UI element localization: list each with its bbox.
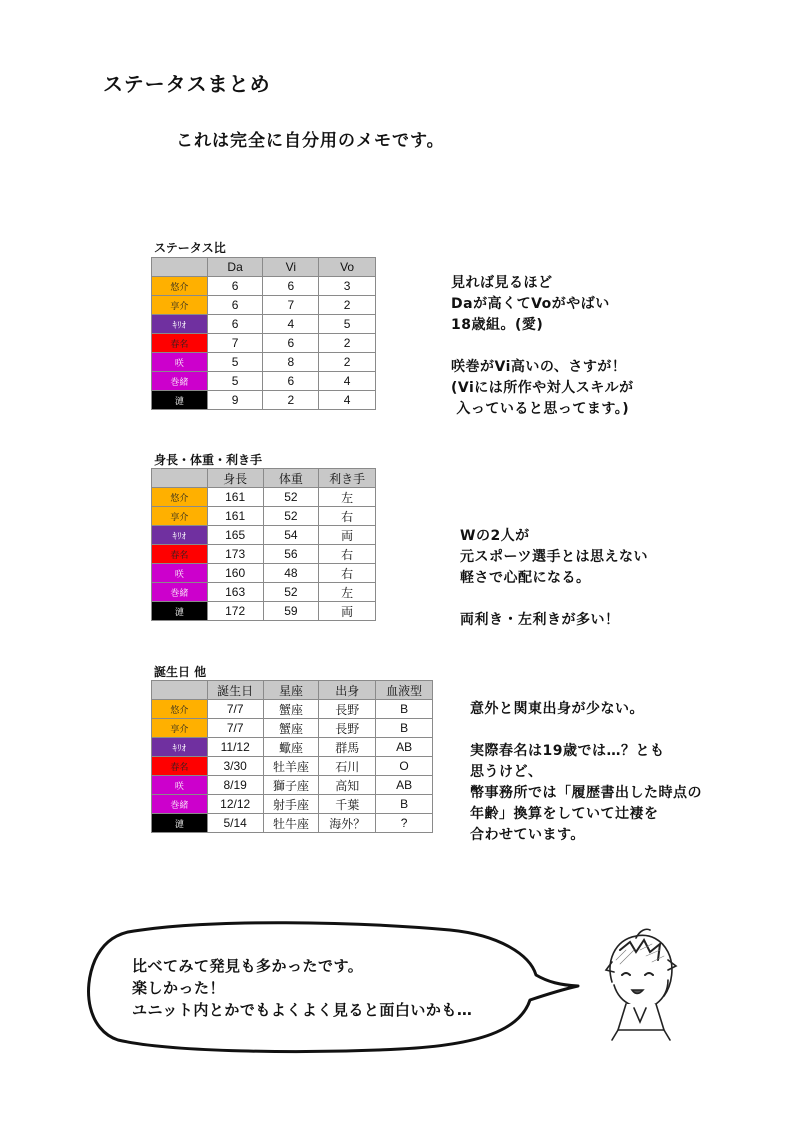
table-header-cell: 体重 <box>263 469 319 488</box>
bubble-text: 比べてみて発見も多かったです。 楽しかった！ ユニット内とかでもよくよく見ると面白いかも… <box>132 957 473 1019</box>
table-cell: O <box>376 757 433 776</box>
table-cell: 161 <box>207 507 263 526</box>
member-name-cell: 悠介 <box>152 700 208 719</box>
table-cell: 172 <box>207 602 263 621</box>
table-cell: 6 <box>207 315 263 334</box>
table-cell: 牡羊座 <box>263 757 319 776</box>
table-cell: 48 <box>263 564 319 583</box>
body-section-title: 身長・体重・利き手 <box>154 453 263 467</box>
member-name-cell: 漣 <box>152 814 208 833</box>
table-cell: AB <box>376 776 433 795</box>
member-name-cell: 春名 <box>152 757 208 776</box>
table-cell: 獅子座 <box>263 776 319 795</box>
table-cell: 左 <box>319 583 376 602</box>
table-cell: 左 <box>319 488 376 507</box>
member-name-cell: 悠介 <box>152 277 208 296</box>
member-name-cell: 咲 <box>152 353 208 372</box>
table-header-cell: 星座 <box>263 681 319 700</box>
table-cell: 5 <box>207 372 263 391</box>
table-cell: 54 <box>263 526 319 545</box>
table-cell: 6 <box>207 296 263 315</box>
birth-section-title: 誕生日 他 <box>154 665 207 679</box>
member-name-cell: 漣 <box>152 391 208 410</box>
table-cell: 6 <box>263 334 319 353</box>
table-cell: 海外？ <box>319 814 376 833</box>
table-cell: 右 <box>319 564 376 583</box>
table-cell: 蟹座 <box>263 719 319 738</box>
table-header-cell: 誕生日 <box>207 681 263 700</box>
table-cell: 165 <box>207 526 263 545</box>
table-cell: 両 <box>319 602 376 621</box>
member-name-cell: ｷﾘｵ <box>152 526 208 545</box>
table-cell: 蠍座 <box>263 738 319 757</box>
member-name-cell: 巻緒 <box>152 795 208 814</box>
table-cell: 52 <box>263 583 319 602</box>
table-cell: 4 <box>263 315 319 334</box>
table-cell: 2 <box>319 296 376 315</box>
table-cell: 173 <box>207 545 263 564</box>
birth-note: 意外と関東出身が少ない。 実際春名は19歳では…？とも 思うけど、 幣事務所では「履歴書出した時点の 年齢」換算をしていて辻褄を 合わせています。 <box>470 701 702 843</box>
table-cell: 52 <box>263 488 319 507</box>
member-name-cell: ｷﾘｵ <box>152 315 208 334</box>
table-cell: 7/7 <box>207 719 263 738</box>
table-cell: 5 <box>319 315 376 334</box>
table-header-cell: Vo <box>319 258 376 277</box>
table-cell: 蟹座 <box>263 700 319 719</box>
table-header-cell: 身長 <box>207 469 263 488</box>
table-cell: 11/12 <box>207 738 263 757</box>
member-name-cell: 享介 <box>152 507 208 526</box>
table-cell: B <box>376 795 433 814</box>
member-name-cell: 春名 <box>152 545 208 564</box>
table-cell: 3 <box>319 277 376 296</box>
table-cell: 5/14 <box>207 814 263 833</box>
member-name-cell: 享介 <box>152 719 208 738</box>
table-cell: 2 <box>319 334 376 353</box>
table-cell: 9 <box>207 391 263 410</box>
body-note: Wの2人が 元スポーツ選手とは思えない 軽さで心配になる。 両利き・左利きが多い！ <box>460 528 648 628</box>
member-name-cell: 巻緒 <box>152 372 208 391</box>
member-name-cell: ｷﾘｵ <box>152 738 208 757</box>
table-cell: 右 <box>319 545 376 564</box>
table-cell: 千葉 <box>319 795 376 814</box>
table-cell: AB <box>376 738 433 757</box>
table-cell: 8 <box>263 353 319 372</box>
table-cell: 2 <box>319 353 376 372</box>
table-cell: 6 <box>263 372 319 391</box>
intro-text: これは完全に自分用のメモです。 <box>176 131 445 151</box>
table-cell: B <box>376 700 433 719</box>
member-name-cell: 悠介 <box>152 488 208 507</box>
table-cell: 群馬 <box>319 738 376 757</box>
table-cell: 7 <box>263 296 319 315</box>
table-cell: 160 <box>207 564 263 583</box>
table-header-cell: Vi <box>263 258 319 277</box>
table-cell: 163 <box>207 583 263 602</box>
table-cell: 5 <box>207 353 263 372</box>
character-illustration <box>606 929 676 1040</box>
table-cell: 52 <box>263 507 319 526</box>
table-cell: 4 <box>319 391 376 410</box>
table-cell: 右 <box>319 507 376 526</box>
table-cell: 牡牛座 <box>263 814 319 833</box>
page-title: ステータスまとめ <box>103 72 271 96</box>
table-cell: 6 <box>263 277 319 296</box>
table-cell: 両 <box>319 526 376 545</box>
member-name-cell: 春名 <box>152 334 208 353</box>
member-name-cell: 咲 <box>152 776 208 795</box>
table-header-cell: Da <box>207 258 263 277</box>
member-name-cell: 享介 <box>152 296 208 315</box>
table-cell: ? <box>376 814 433 833</box>
table-cell: 高知 <box>319 776 376 795</box>
table-header-cell: 利き手 <box>319 469 376 488</box>
table-cell: 3/30 <box>207 757 263 776</box>
member-name-cell: 巻緒 <box>152 583 208 602</box>
status-note: 見れば見るほど Daが高くてVoがやばい 18歳組。(愛) 咲巻がVi高いの、さすが！ (Viには所作や対人スキルが 入っていると思ってます。) <box>451 275 634 417</box>
member-name-cell: 咲 <box>152 564 208 583</box>
table-cell: B <box>376 719 433 738</box>
table-cell: 161 <box>207 488 263 507</box>
status-section-title: ステータス比 <box>154 241 226 255</box>
member-name-cell: 漣 <box>152 602 208 621</box>
table-cell: 石川 <box>319 757 376 776</box>
table-header-cell: 血液型 <box>376 681 433 700</box>
table-cell: 長野 <box>319 700 376 719</box>
table-cell: 2 <box>263 391 319 410</box>
table-cell: 長野 <box>319 719 376 738</box>
table-cell: 8/19 <box>207 776 263 795</box>
table-cell: 6 <box>207 277 263 296</box>
table-cell: 射手座 <box>263 795 319 814</box>
table-cell: 56 <box>263 545 319 564</box>
table-header-cell: 出身 <box>319 681 376 700</box>
table-cell: 7 <box>207 334 263 353</box>
table-cell: 4 <box>319 372 376 391</box>
table-cell: 12/12 <box>207 795 263 814</box>
table-cell: 7/7 <box>207 700 263 719</box>
table-cell: 59 <box>263 602 319 621</box>
